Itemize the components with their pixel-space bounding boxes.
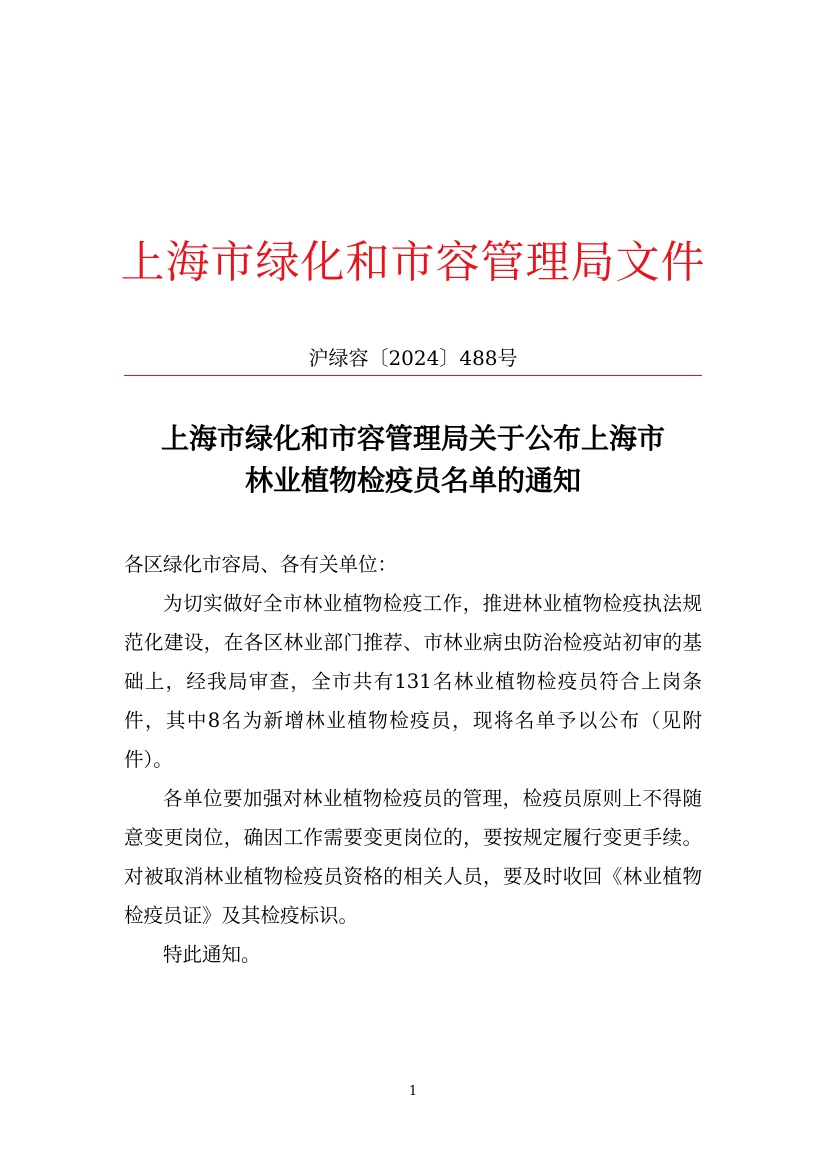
body-paragraph: 为切实做好全市林业植物检疫工作，推进林业植物检疫执法规范化建设，在各区林业部门推荐、市林业病虫防治检疫站初审的基础上，经我局审查，全市共有131名林业植物检疫员符合上岗条件，其中8名为新增林业植物检疫员，现将名单予以公布（见附件）。 <box>124 592 702 771</box>
document-body <box>124 545 702 974</box>
document-number: 沪绿容〔2024〕488号 <box>308 346 518 370</box>
closing-remark: 特此通知。 <box>163 943 261 966</box>
issuer-header: 上海市绿化和市容管理局文件 <box>120 237 706 288</box>
header-divider <box>124 375 702 376</box>
salutation: 各区绿化市容局、各有关单位： <box>124 553 398 576</box>
page-number: 1 <box>408 1084 418 1099</box>
document-title <box>100 418 726 502</box>
body-paragraph: 各单位要加强对林业植物检疫员的管理，检疫员原则上不得随意变更岗位，确因工作需要变更岗位的，要按规定履行变更手续。对被取消林业植物检疫员资格的相关人员，要及时收回《林业植物检疫员证》及其检疫标识。 <box>124 787 702 927</box>
title-line-1: 上海市绿化和市容管理局关于公布上海市 <box>160 422 665 455</box>
title-line-2: 林业植物检疫员名单的通知 <box>244 464 581 497</box>
